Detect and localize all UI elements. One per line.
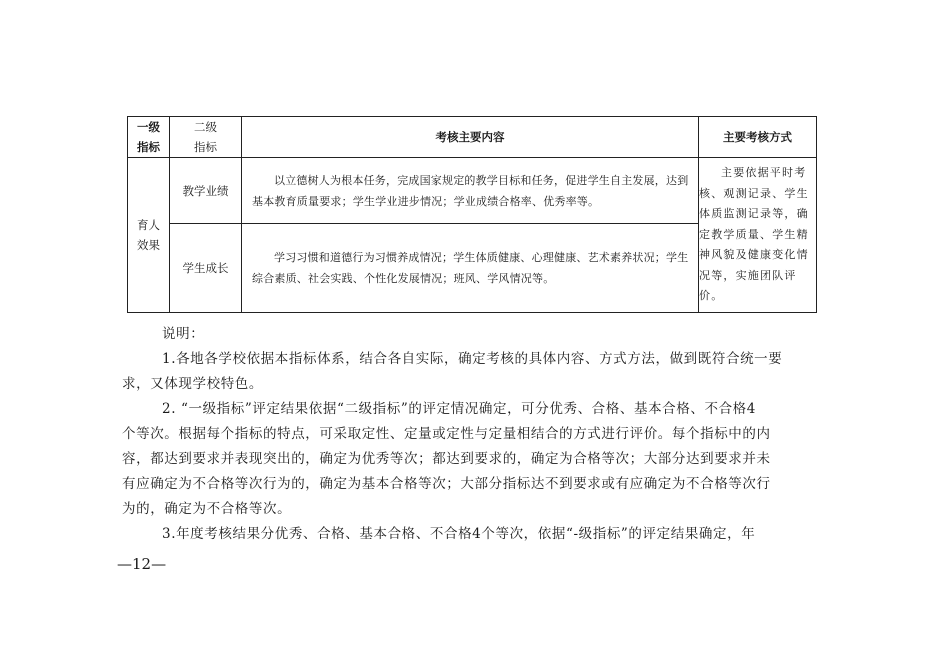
level2-cell: 教学业绩 bbox=[170, 158, 242, 224]
header-method: 主要考核方式 bbox=[699, 117, 817, 158]
note-line: 有应确定为不合格等次行为的，确定为基本合格等次；大部分指标达不到要求或有应确定为不合格等次行 bbox=[122, 476, 771, 492]
level1-cell: 育人 效果 bbox=[128, 158, 170, 313]
header-level1: 一级 指标 bbox=[128, 117, 170, 158]
assessment-table bbox=[127, 116, 817, 313]
table-row bbox=[128, 158, 817, 224]
header-content: 考核主要内容 bbox=[242, 117, 699, 158]
method-cell: 主要依据平时考核、观测记录、学生体质监测记录等，确定教学质量、学生精神风貌及健康变化情况等，实施团队评价。 bbox=[699, 158, 817, 313]
level2-cell: 学生成长 bbox=[170, 224, 242, 313]
note-line: 为的，确定为不合格等次。 bbox=[122, 501, 292, 517]
header-level2: 二级 指标 bbox=[170, 117, 242, 158]
content-cell: 学习习惯和道德行为习惯养成情况；学生体质健康、心理健康、艺术素养状况；学生综合素质、社会实践、个性化发展情况；班风、学风情况等。 bbox=[242, 224, 699, 313]
note-line: 2. “一级指标”评定结果依据“二级指标”的评定情况确定，可分优秀、合格、基本合格、不合格4 bbox=[162, 401, 756, 417]
note-line: 个等次。根据每个指标的特点，可采取定性、定量或定性与定量相结合的方式进行评价。每个指标中的内 bbox=[122, 426, 771, 442]
note-line: 容，都达到要求并表现突出的，确定为优秀等次；都达到要求的，确定为合格等次；大部分达到要求并未 bbox=[122, 451, 771, 467]
table-header-row bbox=[128, 117, 817, 158]
page-number: —12— bbox=[117, 555, 167, 573]
note-line: 1.各地各学校依据本指标体系，结合各自实际，确定考核的具体内容、方式方法，做到既符合统一要 bbox=[162, 351, 783, 367]
note-line: 求，又体现学校特色。 bbox=[122, 376, 263, 392]
content-cell: 以立德树人为根本任务，完成国家规定的教学目标和任务，促进学生自主发展，达到基本教育质量要求；学生学业进步情况；学业成绩合格率、优秀率等。 bbox=[242, 158, 699, 224]
note-line: 3.年度考核结果分优秀、合格、基本合格、不合格4个等次，依据“-级指标”的评定结果确定，年 bbox=[162, 526, 756, 542]
notes-title: 说明： bbox=[162, 326, 205, 342]
